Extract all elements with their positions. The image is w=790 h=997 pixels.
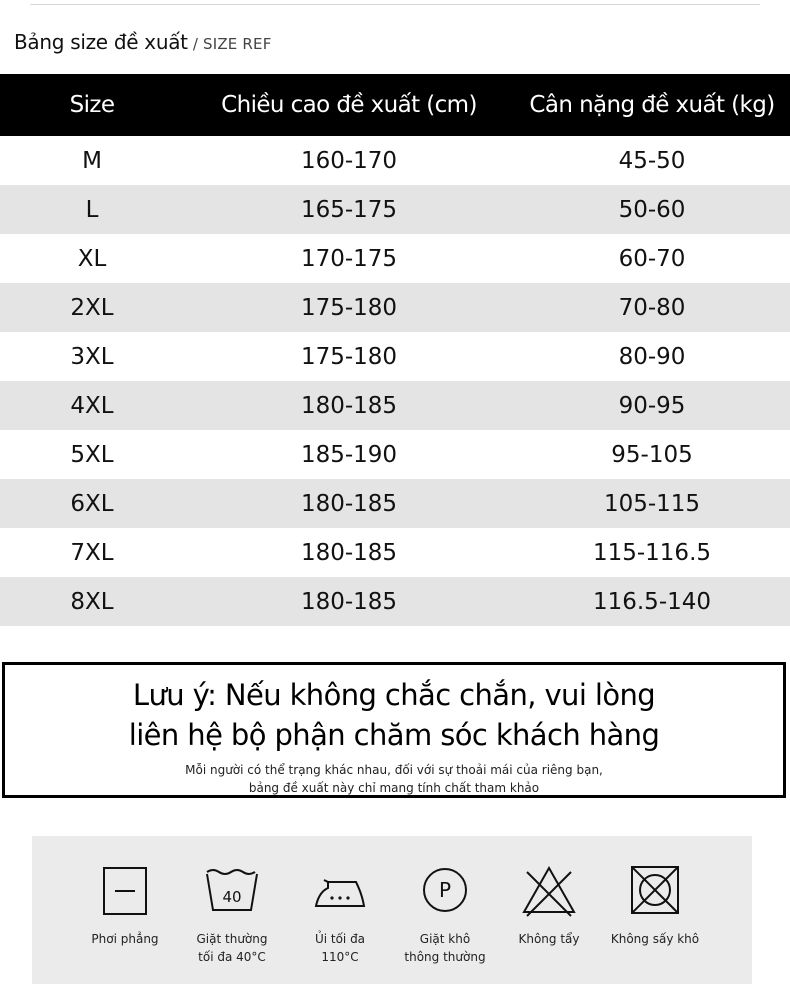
care-label: [390, 930, 500, 966]
table-row: [0, 185, 790, 234]
cell-weight: 105-115: [603, 490, 701, 517]
table-row: [0, 430, 790, 479]
care-label: [494, 930, 604, 948]
cell-height: 165-175: [300, 196, 398, 223]
size-table: [0, 74, 790, 626]
cell-weight: 60-70: [618, 245, 686, 272]
cell-weight: 90-95: [618, 392, 686, 419]
header-height: Chiều cao đề xuất (cm): [221, 92, 477, 118]
cell-height: 170-175: [300, 245, 398, 272]
care-label-line1: Phơi phẳng: [91, 932, 159, 946]
flat-dry-icon: [95, 862, 155, 922]
dry-clean-p-icon: [415, 862, 475, 922]
care-label-line1: Không sấy khô: [610, 932, 700, 946]
note-heading-line1: Lưu ý: Nếu không chắc chắn, vui lòng: [132, 678, 656, 712]
wash-40-icon: [202, 862, 262, 922]
care-label-line2: tối đa 40°C: [198, 950, 266, 964]
header-size: Size: [69, 92, 115, 118]
cell-size: 2XL: [70, 294, 114, 321]
cell-size: 7XL: [70, 539, 114, 566]
wash-temp-text: 40: [222, 888, 242, 906]
care-item-wash-40: [177, 862, 287, 966]
note-box: [2, 662, 786, 798]
cell-weight: 115-116.5: [592, 539, 712, 566]
care-label: [70, 930, 180, 948]
cell-weight: 116.5-140: [592, 588, 712, 615]
title-subtitle: SIZE REF: [202, 35, 272, 53]
care-item-flat-dry: [70, 862, 180, 948]
table-row: [0, 136, 790, 185]
cell-size: 3XL: [70, 343, 114, 370]
no-tumble-dry-icon: [625, 862, 685, 922]
top-divider: [30, 0, 760, 5]
note-detail-line2: bảng đề xuất này chỉ mang tính chất tham khảo: [248, 781, 540, 795]
table-row: [0, 381, 790, 430]
title-main: Bảng size đề xuất: [14, 30, 188, 54]
care-label-line1: Giặt thường: [196, 932, 268, 946]
cell-weight: 50-60: [618, 196, 686, 223]
care-item-iron: [285, 862, 395, 966]
cell-height: 180-185: [300, 392, 398, 419]
page-title: [14, 30, 272, 60]
cell-size: XL: [77, 245, 107, 272]
cell-weight: 70-80: [618, 294, 686, 321]
cell-weight: 45-50: [618, 147, 686, 174]
cell-height: 175-180: [300, 343, 398, 370]
care-item-dry-clean: [390, 862, 500, 966]
care-label-line1: Giặt khô: [419, 932, 471, 946]
care-label-line2: thông thường: [404, 950, 486, 964]
care-item-no-bleach: [494, 862, 604, 948]
cell-height: 180-185: [300, 539, 398, 566]
care-label-line1: Không tẩy: [518, 932, 580, 946]
cell-height: 180-185: [300, 588, 398, 615]
care-label-line2: 110°C: [321, 950, 359, 964]
no-bleach-icon: [519, 862, 579, 922]
table-row: [0, 234, 790, 283]
cell-size: 5XL: [70, 441, 114, 468]
table-row: [0, 332, 790, 381]
cell-size: 6XL: [70, 490, 114, 517]
dry-clean-letter: P: [438, 878, 452, 902]
table-header: [0, 74, 790, 136]
care-label: [600, 930, 710, 948]
cell-height: 160-170: [300, 147, 398, 174]
cell-height: 175-180: [300, 294, 398, 321]
table-row: [0, 283, 790, 332]
care-label: [177, 930, 287, 966]
care-label: [285, 930, 395, 966]
cell-size: 4XL: [70, 392, 114, 419]
table-row: [0, 528, 790, 577]
table-row: [0, 479, 790, 528]
header-weight: Cân nặng đề xuất (kg): [529, 92, 775, 118]
cell-size: L: [85, 196, 99, 223]
iron-icon: [310, 862, 370, 922]
care-label-line1: Ủi tối đa: [314, 932, 366, 946]
note-heading-line2: liên hệ bộ phận chăm sóc khách hàng: [128, 718, 660, 752]
cell-height: 185-190: [300, 441, 398, 468]
care-instructions-panel: [32, 836, 752, 984]
table-row: [0, 577, 790, 626]
cell-size: 8XL: [70, 588, 114, 615]
title-separator: /: [192, 35, 198, 53]
cell-weight: 80-90: [618, 343, 686, 370]
cell-weight: 95-105: [611, 441, 693, 468]
note-detail-line1: Mỗi người có thể trạng khác nhau, đối với sự thoải mái của riêng bạn,: [185, 763, 603, 777]
cell-height: 180-185: [300, 490, 398, 517]
care-item-no-tumble-dry: [600, 862, 710, 948]
cell-size: M: [82, 147, 102, 174]
